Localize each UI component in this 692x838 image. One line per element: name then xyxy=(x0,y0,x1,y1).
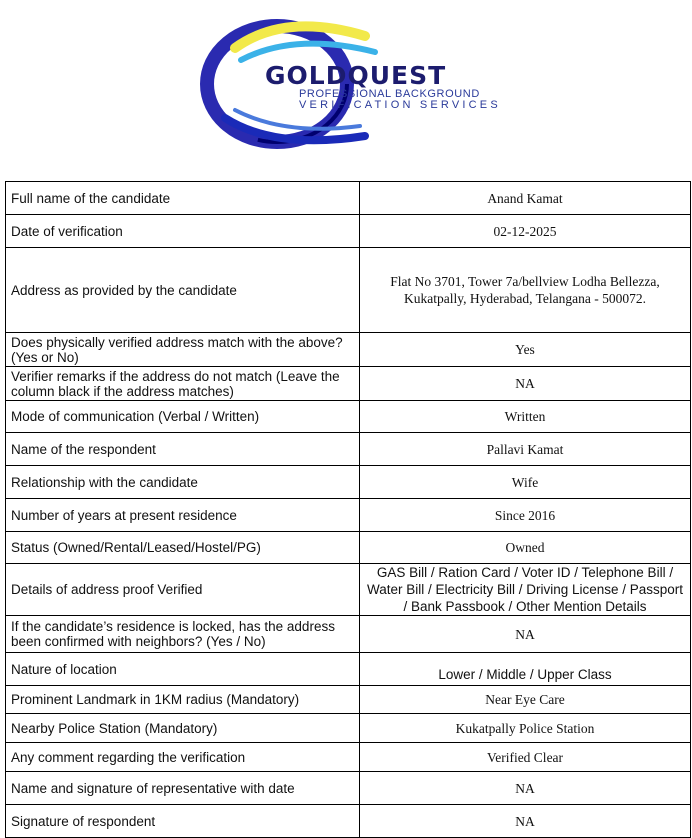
table-row xyxy=(6,215,691,248)
row-value: Wife xyxy=(360,466,691,499)
row-label: Date of verification xyxy=(6,215,360,248)
table-row xyxy=(6,532,691,564)
table-row xyxy=(6,772,691,805)
verification-form-table xyxy=(5,181,691,838)
row-value: NA xyxy=(360,616,691,653)
row-value: NA xyxy=(360,367,691,401)
row-label: Status (Owned/Rental/Leased/Hostel/PG) xyxy=(6,532,360,564)
table-row xyxy=(6,433,691,466)
row-value: NA xyxy=(360,772,691,805)
row-label: Name of the respondent xyxy=(6,433,360,466)
row-value: Verified Clear xyxy=(360,743,691,772)
row-value: Owned xyxy=(360,532,691,564)
row-label: Details of address proof Verified xyxy=(6,564,360,616)
row-value: GAS Bill / Ration Card / Voter ID / Telephone Bill / Water Bill / Electricity Bill / Driving License / Passport / Bank Passbook / Other Mention Details xyxy=(360,564,691,616)
table-row xyxy=(6,616,691,653)
row-label: Verifier remarks if the address do not match (Leave the column black if the address matches) xyxy=(6,367,360,401)
row-value: Yes xyxy=(360,333,691,367)
row-value: Near Eye Care xyxy=(360,686,691,714)
row-value: Anand Kamat xyxy=(360,182,691,215)
table-row xyxy=(6,714,691,743)
table-row xyxy=(6,182,691,215)
row-label: Full name of the candidate xyxy=(6,182,360,215)
row-label: Nature of location xyxy=(6,653,360,686)
table-row xyxy=(6,743,691,772)
row-label: Relationship with the candidate xyxy=(6,466,360,499)
table-row xyxy=(6,333,691,367)
table-row xyxy=(6,248,691,333)
row-label: Any comment regarding the verification xyxy=(6,743,360,772)
row-label: Prominent Landmark in 1KM radius (Mandatory) xyxy=(6,686,360,714)
table-row xyxy=(6,401,691,433)
row-value: Flat No 3701, Tower 7a/bellview Lodha Bellezza, Kukatpally, Hyderabad, Telangana - 500072. xyxy=(360,248,691,333)
row-value: Kukatpally Police Station xyxy=(360,714,691,743)
row-label: If the candidate’s residence is locked, has the address been confirmed with neighbors? (Yes / No) xyxy=(6,616,360,653)
row-value: Written xyxy=(360,401,691,433)
row-label: Signature of respondent xyxy=(6,805,360,838)
row-label: Address as provided by the candidate xyxy=(6,248,360,333)
table-row xyxy=(6,564,691,616)
logo-tagline-1: PROFESSIONAL BACKGROUND xyxy=(299,88,480,100)
row-label: Mode of communication (Verbal / Written) xyxy=(6,401,360,433)
table-row xyxy=(6,805,691,838)
table-row xyxy=(6,499,691,532)
logo-brand-text: GOLDQUEST xyxy=(265,61,447,90)
row-label: Nearby Police Station (Mandatory) xyxy=(6,714,360,743)
row-value: NA xyxy=(360,805,691,838)
row-label: Name and signature of representative with date xyxy=(6,772,360,805)
row-label: Number of years at present residence xyxy=(6,499,360,532)
row-value: Lower / Middle / Upper Class xyxy=(360,653,691,686)
row-value: Pallavi Kamat xyxy=(360,433,691,466)
table-row xyxy=(6,466,691,499)
row-value: 02-12-2025 xyxy=(360,215,691,248)
goldquest-logo xyxy=(195,18,505,150)
logo-tagline-2: VERIFICATION SERVICES xyxy=(299,99,501,111)
table-row xyxy=(6,367,691,401)
table-row xyxy=(6,686,691,714)
table-row xyxy=(6,653,691,686)
row-value: Since 2016 xyxy=(360,499,691,532)
row-label: Does physically verified address match with the above? (Yes or No) xyxy=(6,333,360,367)
